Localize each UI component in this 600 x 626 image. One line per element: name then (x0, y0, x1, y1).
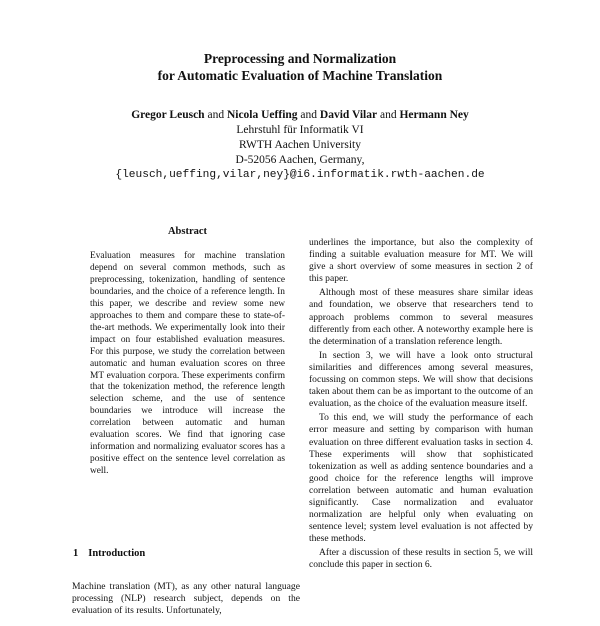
author-3: David Vilar (319, 109, 378, 121)
abstract-heading: Abstract (167, 226, 208, 237)
author-names (0, 108, 600, 123)
affiliation-line-2: RWTH Aachen University (238, 139, 361, 151)
author-2: Nicola Ueffing (226, 109, 298, 121)
author-1: Gregor Leusch (131, 109, 205, 121)
right-paragraph-5: After a discussion of these results in section 5, we will conclude this paper in section 6. (309, 547, 533, 571)
right-paragraph-1: underlines the importance, but also the complexity of finding a suitable evaluation measure for MT. We will give a short overview of some measures in section 2 of this paper. (309, 237, 533, 285)
intro-paragraph: Machine translation (MT), as any other natural language processing (NLP) research subject, depends on the evaluation of its results. Unfortunately, (72, 580, 300, 616)
right-paragraph-2: Although most of these measures share similar ideas and foundation, we observe that researchers tend to approach problems common to several measures differently from each other. A noteworthy example here is the determination of a translation reference length. (309, 287, 533, 347)
right-paragraph-3: In section 3, we will have a look onto structural similarities and differences among several measures, focussing on common steps. We will show that decisions taken about them can be as important to the outcome of an evaluation, as the choice of the evaluation measure itself. (309, 349, 533, 410)
title-line-1: Preprocessing and Normalization (203, 51, 397, 66)
author-emails: {leusch,ueffing,vilar,ney}@i6.informatik.rwth-aachen.de (115, 169, 485, 181)
and-1: and (207, 109, 225, 121)
section-1-heading (73, 548, 155, 559)
author-block (0, 108, 600, 183)
abstract-text: Evaluation measures for machine translation depend on several common methods, such as preprocessing, tokenization, handling of sentence boundaries, and the choice of a reference length. In this paper, we describe and review some new approaches to them and compare these to state-of-the-art methods. We experimentally look into their impact on four established evaluation measures. For this purpose, we study the correlation between automatic and human evaluation scores on three MT evaluation corpora. These experiments confirm that the tokenization method, the reference length selection scheme, and the use of sentence boundaries we introduce will increase the correlation between automatic and human evaluation scores. We find that ignoring case information and normalizing evaluator scores has a positive effect on the sentence level correlation as well. (90, 251, 285, 477)
title-line-2: for Automatic Evaluation of Machine Translation (157, 68, 443, 83)
and-2: and (300, 109, 318, 121)
section-number: 1 (73, 548, 79, 559)
introduction-text (72, 571, 300, 626)
and-3: and (379, 109, 397, 121)
paper-title (0, 50, 600, 84)
section-title: Introduction (88, 548, 146, 559)
right-column (309, 237, 533, 572)
author-4: Hermann Ney (399, 109, 469, 121)
abstract-body (90, 251, 285, 478)
affiliation-line-1: Lehrstuhl für Informatik VI (236, 124, 364, 136)
affiliation-line-3: D-52056 Aachen, Germany, (235, 154, 365, 166)
right-paragraph-4: To this end, we will study the performance of each error measure and setting by comparison with human evaluation on three different evaluation tasks in section 4. These experiments will show that sophisticated tokenization as well as adding sentence boundaries and a good choice for the reference lengths will improve correlation between automatic and human evaluation significantly. Case normalization and evaluator normalization are helpful only when evaluating on sentence level; system level evaluation is not affected by these methods. (309, 412, 533, 545)
